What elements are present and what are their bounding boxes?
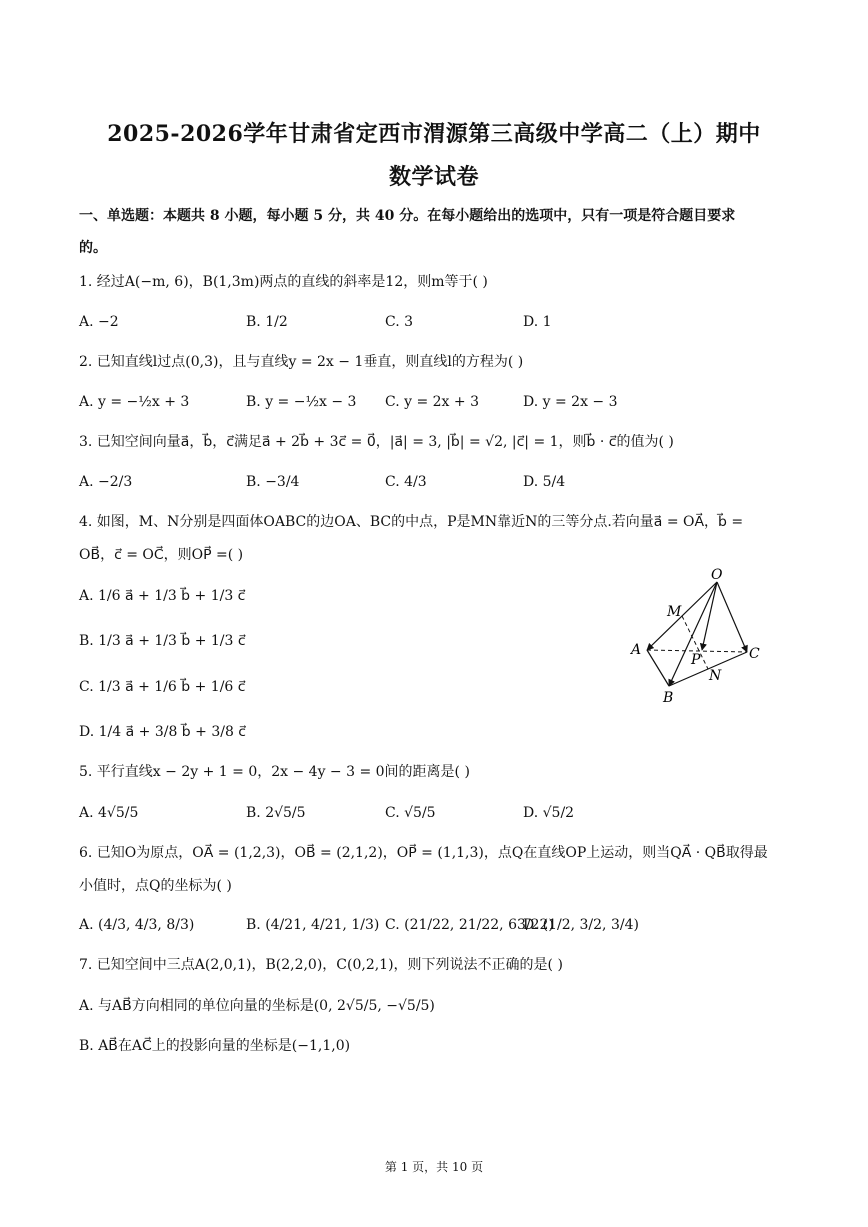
question-6-stem-cont: 小值时，点Q的坐标为( ) [79, 878, 232, 894]
q6-option-b: B. (4/21, 4/21, 1/3) [246, 917, 380, 933]
tetrahedron-figure [625, 566, 765, 706]
q3-option-b: B. −3/4 [246, 474, 300, 490]
q2-option-a: A. y = −½x + 3 [79, 394, 190, 410]
q2-option-c: C. y = 2x + 3 [385, 394, 479, 410]
q5-option-a: A. 4√5/5 [79, 805, 139, 821]
edge-oc [717, 582, 747, 652]
vector-op [702, 582, 717, 650]
q3-option-d: D. 5/4 [523, 474, 566, 490]
q7-option-b: B. AB⃗在AC⃗上的投影向量的坐标是(−1,1,0) [79, 1038, 351, 1054]
q7-option-a: A. 与AB⃗方向相同的单位向量的坐标是(0, 2√5/5, −√5/5) [79, 998, 435, 1014]
q4-option-d: D. 1/4 a⃗ + 3/8 b⃗ + 3/8 c⃗ [79, 724, 246, 740]
q4-option-a: A. 1/6 a⃗ + 1/3 b⃗ + 1/3 c⃗ [79, 588, 246, 604]
question-4-stem: 4. 如图，M、N分别是四面体OABC的边OA、BC的中点，P是MN靠近N的三等分点.若向量a⃗ = OA⃗，b⃗ = [79, 514, 744, 530]
q1-option-d: D. 1 [523, 314, 552, 330]
edge-ab [647, 650, 669, 686]
q3-option-c: C. 4/3 [385, 474, 427, 490]
question-4-stem-cont: OB⃗，c⃗ = OC⃗，则OP⃗ =( ) [79, 547, 244, 563]
question-2-stem: 2. 已知直线l过点(0,3)，且与直线y = 2x − 1垂直，则直线l的方程为( ) [79, 354, 524, 370]
q1-option-b: B. 1/2 [246, 314, 288, 330]
q1-option-a: A. −2 [79, 314, 119, 330]
q1-option-c: C. 3 [385, 314, 414, 330]
q5-option-c: C. √5/5 [385, 805, 436, 821]
exam-title-line1: 2025-2026学年甘肃省定西市渭源第三高级中学高二（上）期中 [107, 121, 761, 147]
q6-option-a: A. (4/3, 4/3, 8/3) [79, 917, 195, 933]
q2-option-d: D. y = 2x − 3 [523, 394, 618, 410]
q3-option-a: A. −2/3 [79, 474, 133, 490]
q6-option-c: C. (21/22, 21/22, 63/22) [385, 917, 554, 933]
label-p: P [691, 652, 701, 668]
question-5-stem: 5. 平行直线x − 2y + 1 = 0，2x − 4y − 3 = 0间的距离是( ) [79, 764, 470, 780]
exam-title-line2: 数学试卷 [388, 164, 479, 190]
q6-option-d: D. (1/2, 3/2, 3/4) [523, 917, 639, 933]
label-a: A [631, 642, 642, 658]
question-1-stem: 1. 经过A(−m, 6)，B(1,3m)两点的直线的斜率是12，则m等于( ) [79, 274, 488, 290]
question-7-stem: 7. 已知空间中三点A(2,0,1)，B(2,2,0)，C(0,2,1)，则下列说法不正确的是( ) [79, 957, 563, 973]
label-b: B [663, 690, 674, 706]
question-6-stem: 6. 已知O为原点，OA⃗ = (1,2,3)，OB⃗ = (2,1,2)，OP⃗ = (1,1,3)，点Q在直线OP上运动，则当QA⃗ · QB⃗取得最 [79, 845, 768, 861]
question-3-stem: 3. 已知空间向量a⃗，b⃗，c⃗满足a⃗ + 2b⃗ + 3c⃗ = 0⃗，|a⃗| = 3, |b⃗| = √2, |c⃗| = 1，则b⃗ · c⃗的值为( ) [79, 434, 674, 450]
q5-option-d: D. √5/2 [523, 805, 575, 821]
q5-option-b: B. 2√5/5 [246, 805, 306, 821]
q4-option-c: C. 1/3 a⃗ + 1/6 b⃗ + 1/6 c⃗ [79, 679, 246, 695]
q4-option-b: B. 1/3 a⃗ + 1/3 b⃗ + 1/3 c⃗ [79, 633, 246, 649]
label-m: M [667, 604, 682, 620]
page-footer: 第 1 页，共 10 页 [384, 1160, 484, 1174]
label-o: O [711, 567, 723, 583]
label-n: N [709, 668, 722, 684]
section-heading: 一、单选题：本题共 8 小题，每小题 5 分，共 40 分。在每小题给出的选项中，只有一项是符合题目要求 [79, 208, 736, 224]
section-heading-cont: 的。 [79, 240, 107, 256]
label-c: C [749, 646, 760, 662]
q2-option-b: B. y = −½x − 3 [246, 394, 357, 410]
